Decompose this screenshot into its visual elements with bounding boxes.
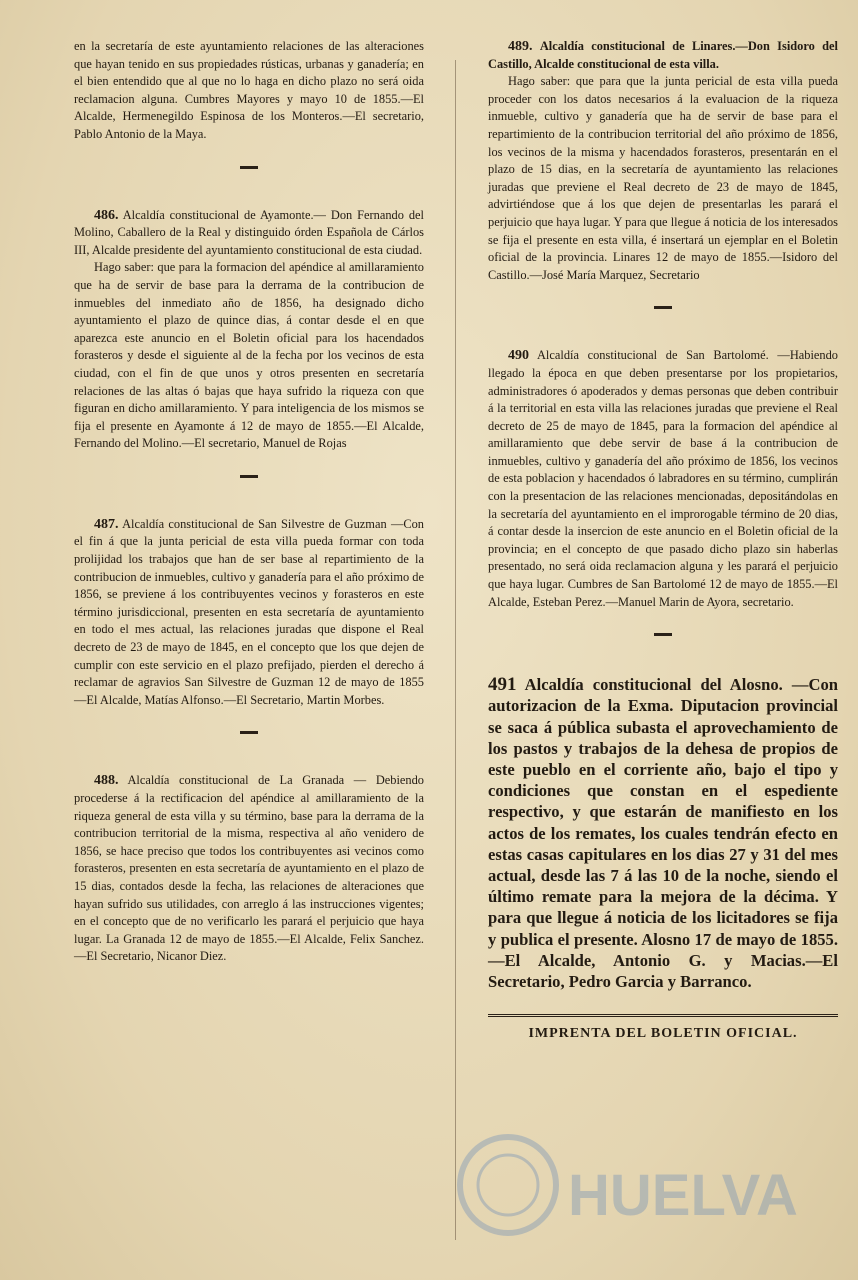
entry-486 <box>74 207 424 453</box>
entry-488-text <box>74 772 424 966</box>
entry-491-text <box>488 674 838 992</box>
entry-488 <box>74 772 424 966</box>
entry-heading: Alcaldía constitucional de Ayamonte.— <box>122 207 326 222</box>
entry-number: 489. <box>508 39 533 54</box>
entry-continuation <box>74 38 424 144</box>
entry-489-body: Hago saber: que para que la junta pericial de esta villa pueda proceder con los datos necesarios á la evaluacion de la riqueza inmueble, cultivo y ganadería que ha de servir de base para el repartimiento de la contribucion territorial del año próximo de 1856, los vecinos de la misma y hacendados forasteros, presentarán en el plazo de 15 dias, en la secretaría de ayuntamiento las relaciones juradas que previene el Real decreto de 23 de mayo de 1845, advirtiéndose que á los que dejen de presentarlas les parará el perjuicio que haya lugar. Y para que llegue á noticia de los interesados se fija el presente en esta villa, é insertará un ejemplar en el Boletin oficial de la provincia. Linares 12 de mayo de 1855.—Isidoro del Castillo.—José María Marquez, Secretario <box>488 74 838 282</box>
entry-number: 491 <box>488 674 517 696</box>
column-divider <box>455 60 456 1240</box>
entry-body: —Con autorizacion de la Exma. Diputacion provincial se saca á pública subasta el aprovechamiento de los pastos y trabajos de la dehesa de propios de este pueblo en el corriente año, bajo el tipo y condiciones que constan en el espediente respectivo, y que estarán de manifiesto en los actos de los remates, los cuales tendrán efecto en estas casas capitulares en los dias 27 y 31 del mes actual, desde las 7 á las 10 de la noche, siendo el último remate para la mejora de la décima. Y para que llegue á noticia de los licitadores se fija y publica el presente. Alosno 17 de mayo de 1855.—El Alcalde, Antonio G. y Macias.—El Secretario, Pedro Garcia y Barranco. <box>488 675 839 992</box>
entry-number: 490 <box>508 348 529 364</box>
separator <box>654 306 672 309</box>
entry-491 <box>488 674 838 992</box>
separator <box>240 731 258 734</box>
watermark-text: HUELVA <box>568 1163 798 1228</box>
entry-heading: Alcaldía constitucional de San Bartolomé. <box>536 348 769 363</box>
entry-number: 487. <box>94 516 119 532</box>
entry-489-header <box>488 38 838 73</box>
entry-heading: Alcaldía constitucional del Alosno. <box>524 675 783 695</box>
entry-heading: Alcaldía constitucional de San Silvestre de Guzman <box>122 516 387 531</box>
entry-487-text <box>74 516 424 710</box>
entry-body: —Con el fin á que la junta pericial de esta villa pueda formar con toda prolijidad los trabajos que han de ser base al repartimiento de la contribucion de inmuebles, cultivo y ganadería para el año próximo de 1856, se previene á los contribuyentes vecinos y forasteros en este término jurisdiccional, presenten en esta secretaría de ayuntamiento en todo el mes actual, las relaciones juradas que dispone el Real decreto de 23 de mayo de 1845, en el concepto que los que dejen de cumplir con este servicio en el plazo prefijado, pierden el derecho á reclamar de agravios San Silvestre de Guzman 12 de mayo de 1855 —El Alcalde, Matías Alfonso.—El Secretario, Martin Morbes. <box>74 516 424 707</box>
entry-number: 488. <box>94 773 119 789</box>
entry-487 <box>74 516 424 710</box>
entry-490-text <box>488 347 838 611</box>
entry-486-header <box>74 207 424 260</box>
entry-body: —Habiendo llegado la época en que deben presentarse por los propietarios, administradores ó apoderados y demas personas que deben contribuir á la territorial en esta villa las relaciones juradas que previene el Real decreto de 25 de mayo de 1845, para la formacion del apéndice al amillaramiento que debe servir de base á la contribucion de inmuebles, cultivo y ganadería del año próximo de 1856, los vecinos de esta poblacion y hacendados ó labradores en su término, cumplirán con la presentacion de las relaciones mencionadas, depositándolas en la secretaría del ayuntamiento en el improrogable término de 20 dias, á contar desde la insercion de este anuncio en el Boletin oficial de la provincia; en el concepto de que pasado dicho plazo sin haberlas presentado, no será oida reclamacion alguna y les parará el perjuicio que haya lugar. Cumbres de San Bartolomé 12 de mayo de 1855.—El Alcalde, Esteban Perez.—Manuel Marin de Ayora, secretario. <box>488 348 838 609</box>
separator <box>240 475 258 478</box>
separator <box>240 166 258 169</box>
entry-490 <box>488 347 838 611</box>
entry-number: 486. <box>94 207 119 223</box>
entry-body: Debiendo procederse á la rectificacion del apéndice al amillaramiento de la riqueza general de esta villa y su término, base para la derrama de la contribucion territorial de la misma, respectiva al año venidero de 1856, se hace preciso que todos los contribuyentes asi vecinos como forasteros, presenten en esta secretaría de ayuntamiento en el plazo de 15 dias, contados desde la fecha, las relaciones de alteraciones que hayan sufrido sus utilidades, con arreglo á las instrucciones vigentes; en el concepto que de no verificarlo les parará el perjuicio que haya lugar. La Granada 12 de mayo de 1855.—El Alcalde, Felix Sanchez.—El Secretario, Nicanor Diez. <box>74 773 424 964</box>
right-column <box>488 38 838 1260</box>
entry-heading: Alcaldía constitucional de La Granada — <box>127 773 367 788</box>
printer-imprint: IMPRENTA DEL BOLETIN OFICIAL. <box>488 1014 838 1043</box>
entry-continuation-text: en la secretaría de este ayuntamiento relaciones de las alteraciones que hayan tenido en sus propiedades rústicas, urbanas y ganadería; en el bien entendido que al que no lo haga en dicho plazo no será oida reclamacion alguna. Cumbres Mayores y mayo 10 de 1855.—El Alcalde, Hermenegildo Espinosa de los Monteros.—El secretario, Pablo Antonio de la Maya. <box>74 39 424 141</box>
entry-489 <box>488 38 838 284</box>
left-column <box>74 38 424 1260</box>
entry-486-body: Hago saber: que para la formacion del apéndice al amillaramiento que ha de servir de base para la derrama de la contribucion de inmuebles del inmediato año de 1856, ha designado dicho ayuntamiento el plazo de quince dias, á contar desde el en que aparezca este anuncio en el Boletin oficial para los hacendados forasteros y desde el siguiente al de la fecha por los vecinos de esta ciudad, con el fin de que unos y otros presenten en secretaría relaciones de las altas ó bajas que haya sufrido la riqueza con que figuran en dicho amillaramiento. Y para inteligencia de los mismos se fija el presente en Ayamonte á 12 de mayo de 1855.—El Alcalde, Fernando del Molino.—El secretario, Manuel de Rojas <box>74 260 424 451</box>
entry-heading: Alcaldía constitucional de Linares.—Don Isidoro del Castillo, Alcalde constitucional de esta villa. <box>488 39 838 71</box>
entry-486-intro: Don Fernando del Molino, Caballero de la Real y distinguido órden Española de Cárlos III, Alcalde presidente del ayuntamiento constitucional de esta ciudad. <box>74 207 424 257</box>
separator <box>654 633 672 636</box>
